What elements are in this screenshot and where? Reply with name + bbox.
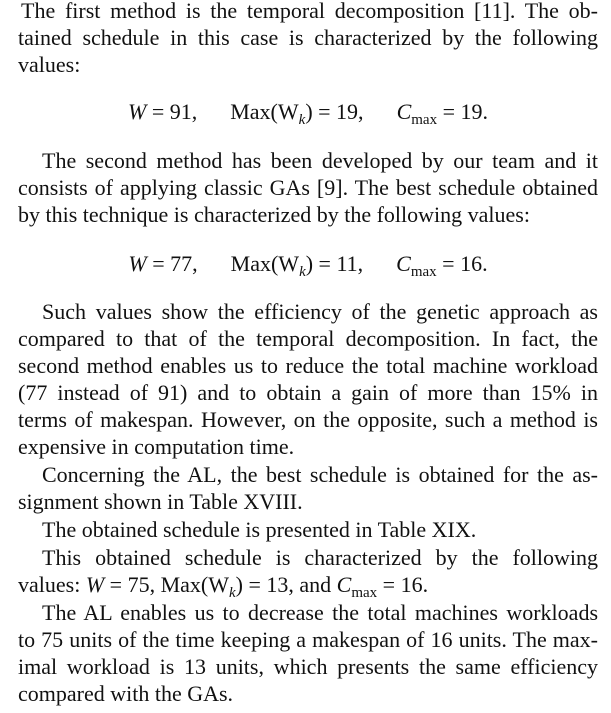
eq1-max-label: Max(W xyxy=(230,99,299,124)
para4-line1: Concerning the AL, the best schedule is obtained for the as- xyxy=(42,462,598,487)
para6-c-symbol: C xyxy=(336,572,352,597)
para3-line6: expensive in computation time. xyxy=(18,434,295,459)
eq1-c-symbol: C xyxy=(396,99,412,124)
eq2-w-value: 77, xyxy=(170,251,198,276)
para7-line4: compared with the GAs. xyxy=(18,681,234,706)
eq1-w-symbol: W xyxy=(127,99,147,124)
para3-line3: second method enables us to reduce the total machine workload xyxy=(18,353,598,378)
para3-line4: (77 instead of 91) and to obtain a gain of more than 15% in xyxy=(18,380,598,405)
para3-line2: compared to that of the temporal decomposition. In fact, the xyxy=(18,326,598,351)
eq1-w-value: 91, xyxy=(169,99,198,124)
eq1-max-sub: k xyxy=(298,112,306,128)
eq2-max-label: Max(W xyxy=(230,251,300,276)
para1-line3: values: xyxy=(18,52,81,77)
para2-line3: by this technique is characterized by the following values: xyxy=(18,202,530,227)
para6-values-prefix: values: xyxy=(18,572,86,597)
equation-2: W = 77, $Max(W_k) = 11$, $C_{max} = 16$. xyxy=(128,251,488,280)
para7-line2: to 75 units of the time keeping a makespan of 16 units. The max- xyxy=(18,627,598,652)
eq1-c-value: = 19. xyxy=(442,99,488,124)
para3-line1: Such values show the efficiency of the genetic approach as xyxy=(42,299,598,324)
para7-line3: imal workload is 13 units, which presents the same efficiency xyxy=(18,654,598,679)
eq1-max-value: ) = 19, xyxy=(305,99,364,124)
para2-line1: The second method has been developed by our team and it xyxy=(42,148,598,173)
eq2-c-symbol: C xyxy=(396,251,411,276)
eq2-max-value: ) = 11, xyxy=(305,251,364,276)
eq2-max-sub: k xyxy=(299,264,306,280)
para7-line1: The AL enables us to decrease the total machines workloads xyxy=(42,600,598,625)
eq1-c-sub: max xyxy=(411,112,438,128)
para6-mid: ) = 13, and xyxy=(235,572,337,597)
para6-w-symbol: W xyxy=(85,572,105,597)
para6-end: = 16. xyxy=(382,572,429,597)
para4-line2: signment shown in Table XVIII. xyxy=(18,489,303,514)
para5-line1: The obtained schedule is presented in Table XIX. xyxy=(42,517,477,542)
para2-line2: consists of applying classic GAs [9]. The best schedule obtained xyxy=(18,175,598,200)
equation-1: W = 91, $Max(W_k) = 19$, $C_{max} = 19$. xyxy=(127,99,488,128)
para3-line5: terms of makespan. However, on the opposite, such a method is xyxy=(18,407,598,432)
eq2-w-symbol: W xyxy=(128,251,147,276)
para1-line2: tained schedule in this case is characterized by the following xyxy=(18,25,598,50)
para6-w-value: = 75, Max(W xyxy=(109,572,229,597)
para6-line2 xyxy=(18,571,598,601)
para6-sub-k: k xyxy=(228,585,236,601)
para6-line1: This obtained schedule is characterized by the following xyxy=(42,545,598,570)
para6-c-sub: max xyxy=(351,585,378,601)
eq2-c-sub: max xyxy=(410,264,437,280)
para1-line1: The first method is the temporal decomposition [11]. The ob- xyxy=(21,0,598,23)
eq2-c-value: = 16. xyxy=(442,251,488,276)
